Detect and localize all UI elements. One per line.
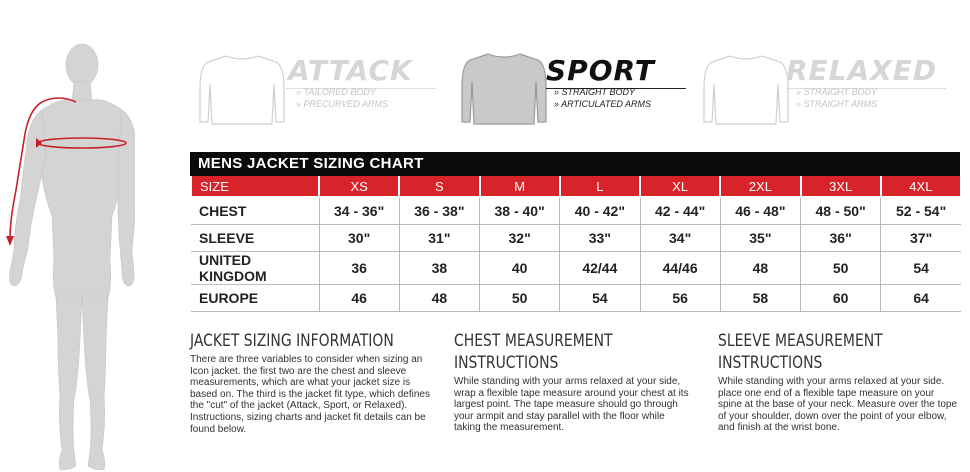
table-cell: 54 (560, 284, 640, 311)
table-cell: 34" (640, 224, 720, 251)
row-label: SLEEVE (191, 224, 319, 251)
table-cell: 34 - 36" (319, 197, 399, 224)
row-label: UNITED KINGDOM (191, 251, 319, 284)
fit-features (796, 86, 877, 110)
fit-features (296, 86, 388, 110)
table-row (191, 251, 961, 284)
table-cell: 48 - 50" (801, 197, 881, 224)
chest-measurement-info (454, 330, 694, 434)
fit-feature: » STRAIGHT ARMS (796, 99, 878, 109)
fit-features (554, 86, 651, 110)
section-heading: INSTRUCTIONS (718, 353, 823, 373)
table-header-row (191, 176, 961, 197)
table-cell: 44/46 (640, 251, 720, 284)
table-cell: 30" (319, 224, 399, 251)
fit-feature: » TAILORED BODY (296, 87, 376, 97)
jacket-outline-icon (700, 48, 792, 128)
fit-title: ATTACK (288, 54, 413, 87)
section-body: While standing with your arms relaxed at your side. place one end of a flexible tape measure on your spine at the base of your neck. Measure over the tope of your shoulder, down over the point of your elbow, and finish at the wrist bone. (718, 376, 958, 434)
body-measurement-figure (0, 40, 135, 472)
table-cell: 32" (480, 224, 560, 251)
section-heading: CHEST MEASUREMENT (454, 331, 613, 351)
column-header: 3XL (801, 176, 881, 197)
fit-option-sport (458, 48, 698, 128)
table-cell: 36 (319, 251, 399, 284)
table-row (191, 197, 961, 224)
table-row (191, 284, 961, 311)
table-cell: 48 (399, 284, 479, 311)
sizing-chart (190, 152, 960, 312)
section-heading: SLEEVE MEASUREMENT (718, 331, 883, 351)
section-body: There are three variables to consider when sizing an Icon jacket. the first two are the chest and sleeve measurements, which are what your jacket size is based on. The third is the jacket fit type, which defines the "cut" of the jacket (Attack, Sport, or Relaxed). Instructions, sizing charts and jacket fit details can be found below. (190, 354, 430, 435)
table-cell: 52 - 54" (881, 197, 961, 224)
section-heading: JACKET SIZING INFORMATION (190, 331, 394, 351)
column-header: SIZE (191, 176, 319, 197)
table-cell: 60 (801, 284, 881, 311)
table-cell: 54 (881, 251, 961, 284)
section-body: While standing with your arms relaxed at your side, wrap a flexible tape measure around your chest at its largest point. The tape measure should go through your armpit and stay parallel with the floor while taking the measurement. (454, 376, 689, 434)
fit-feature: » STRAIGHT BODY (796, 87, 878, 97)
column-header: XS (319, 176, 399, 197)
column-header: S (399, 176, 479, 197)
fit-title: RELAXED (786, 54, 938, 87)
table-cell: 40 - 42" (560, 197, 640, 224)
row-label: EUROPE (191, 284, 319, 311)
column-header: M (480, 176, 560, 197)
fit-feature: » PRECURVED ARMS (296, 99, 389, 109)
row-label: CHEST (191, 197, 319, 224)
table-cell: 33" (560, 224, 640, 251)
table-cell: 46 - 48" (720, 197, 800, 224)
jacket-outline-icon (196, 48, 288, 128)
sleeve-measurement-info (718, 330, 958, 434)
table-cell: 36" (801, 224, 881, 251)
table-cell: 35" (720, 224, 800, 251)
column-header: L (560, 176, 640, 197)
fit-feature: » STRAIGHT BODY (554, 87, 636, 97)
table-cell: 64 (881, 284, 961, 311)
column-header: 4XL (881, 176, 961, 197)
section-heading: INSTRUCTIONS (454, 353, 559, 373)
table-cell: 58 (720, 284, 800, 311)
table-cell: 42 - 44" (640, 197, 720, 224)
column-header: 2XL (720, 176, 800, 197)
table-cell: 31" (399, 224, 479, 251)
table-cell: 50 (480, 284, 560, 311)
table-cell: 46 (319, 284, 399, 311)
sizing-table (190, 176, 962, 312)
chart-title: MENS JACKET SIZING CHART (190, 152, 960, 176)
table-cell: 38 (399, 251, 479, 284)
table-row (191, 224, 961, 251)
table-cell: 42/44 (560, 251, 640, 284)
table-cell: 37" (881, 224, 961, 251)
table-cell: 38 - 40" (480, 197, 560, 224)
fit-title: SPORT (546, 54, 655, 87)
fit-option-relaxed (700, 48, 960, 128)
table-cell: 36 - 38" (399, 197, 479, 224)
fit-option-attack (196, 48, 446, 128)
table-cell: 50 (801, 251, 881, 284)
jacket-sizing-info (190, 330, 435, 435)
table-cell: 48 (720, 251, 800, 284)
table-cell: 40 (480, 251, 560, 284)
column-header: XL (640, 176, 720, 197)
jacket-filled-icon (458, 48, 550, 128)
table-cell: 56 (640, 284, 720, 311)
fit-feature: » ARTICULATED ARMS (554, 99, 652, 109)
